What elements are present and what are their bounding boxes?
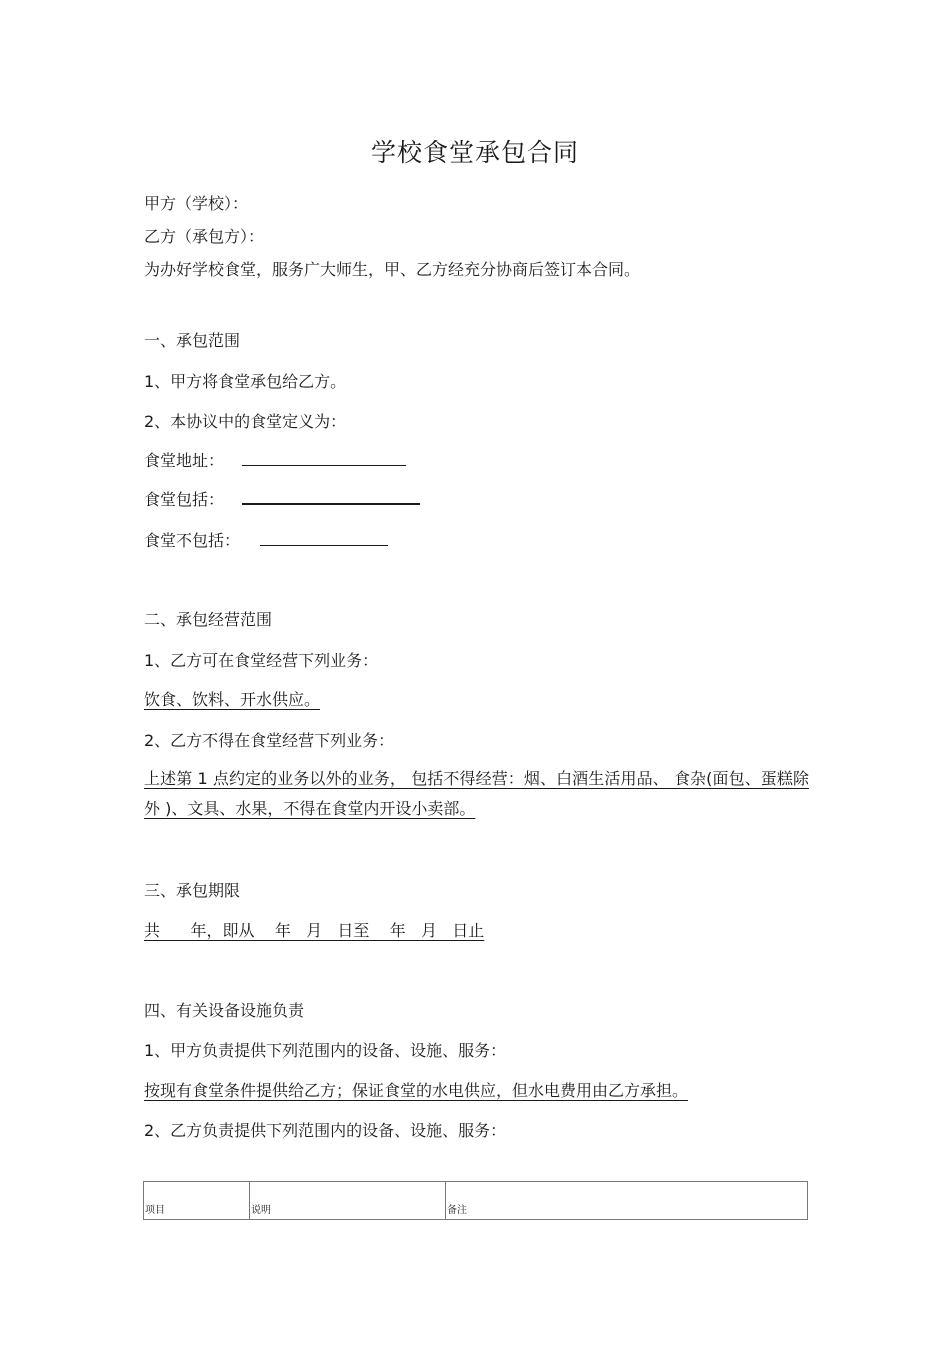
party-a-label: 甲方（学校）：	[144, 194, 249, 213]
section2-heading: 二、承包经营范围	[144, 610, 273, 629]
section1-item1: 1、甲方将食堂承包给乙方。	[144, 372, 347, 391]
party-b-label: 乙方（承包方）：	[144, 227, 265, 246]
canteen-address-label: 食堂地址：	[144, 451, 225, 470]
section2-item2-detail: 上述第 1 点约定的业务以外的业务， 包括不得经营：烟、白酒生活用品、 食杂(面包、蛋糕除外 )、文具、水果，不得在食堂内开设小卖部。	[144, 769, 809, 818]
canteen-includes-blank[interactable]	[242, 489, 420, 505]
table-header-remarks: 备注	[446, 1182, 808, 1220]
canteen-includes-row	[144, 489, 420, 511]
preamble: 为办好学校食堂，服务广大师生，甲、乙方经充分协商后签订本合同。	[144, 260, 641, 279]
section2-item2: 2、乙方不得在食堂经营下列业务：	[144, 731, 395, 750]
table-header-item: 项目	[144, 1182, 250, 1220]
section4-item1-detail: 按现有食堂条件提供给乙方；保证食堂的水电供应，但水电费用由乙方承担。	[144, 1081, 689, 1100]
canteen-address-row	[144, 450, 406, 472]
section4-item2: 2、乙方负责提供下列范围内的设备、设施、服务：	[144, 1121, 507, 1140]
table-header-description: 说明	[250, 1182, 446, 1220]
section1-item2: 2、本协议中的食堂定义为：	[144, 412, 347, 431]
section2-item1-detail: 饮食、饮料、开水供应。	[144, 690, 321, 709]
canteen-excludes-blank[interactable]	[260, 531, 388, 546]
document-title: 学校食堂承包合同	[370, 138, 579, 167]
section2-item1: 1、乙方可在食堂经营下列业务：	[144, 651, 379, 670]
section1-heading: 一、承包范围	[144, 331, 241, 350]
canteen-includes-label: 食堂包括：	[144, 490, 225, 509]
canteen-excludes-row	[144, 530, 388, 552]
section4-item1: 1、甲方负责提供下列范围内的设备、设施、服务：	[144, 1041, 507, 1060]
section3-heading: 三、承包期限	[144, 881, 241, 900]
table-header-row	[144, 1182, 808, 1220]
equipment-table	[143, 1181, 808, 1220]
canteen-excludes-label: 食堂不包括：	[144, 531, 241, 550]
contract-term: 共 年，即从 年 月 日至 年 月 日止	[144, 921, 485, 940]
canteen-address-blank[interactable]	[242, 451, 406, 466]
section4-heading: 四、有关设备设施负责	[144, 1001, 305, 1020]
